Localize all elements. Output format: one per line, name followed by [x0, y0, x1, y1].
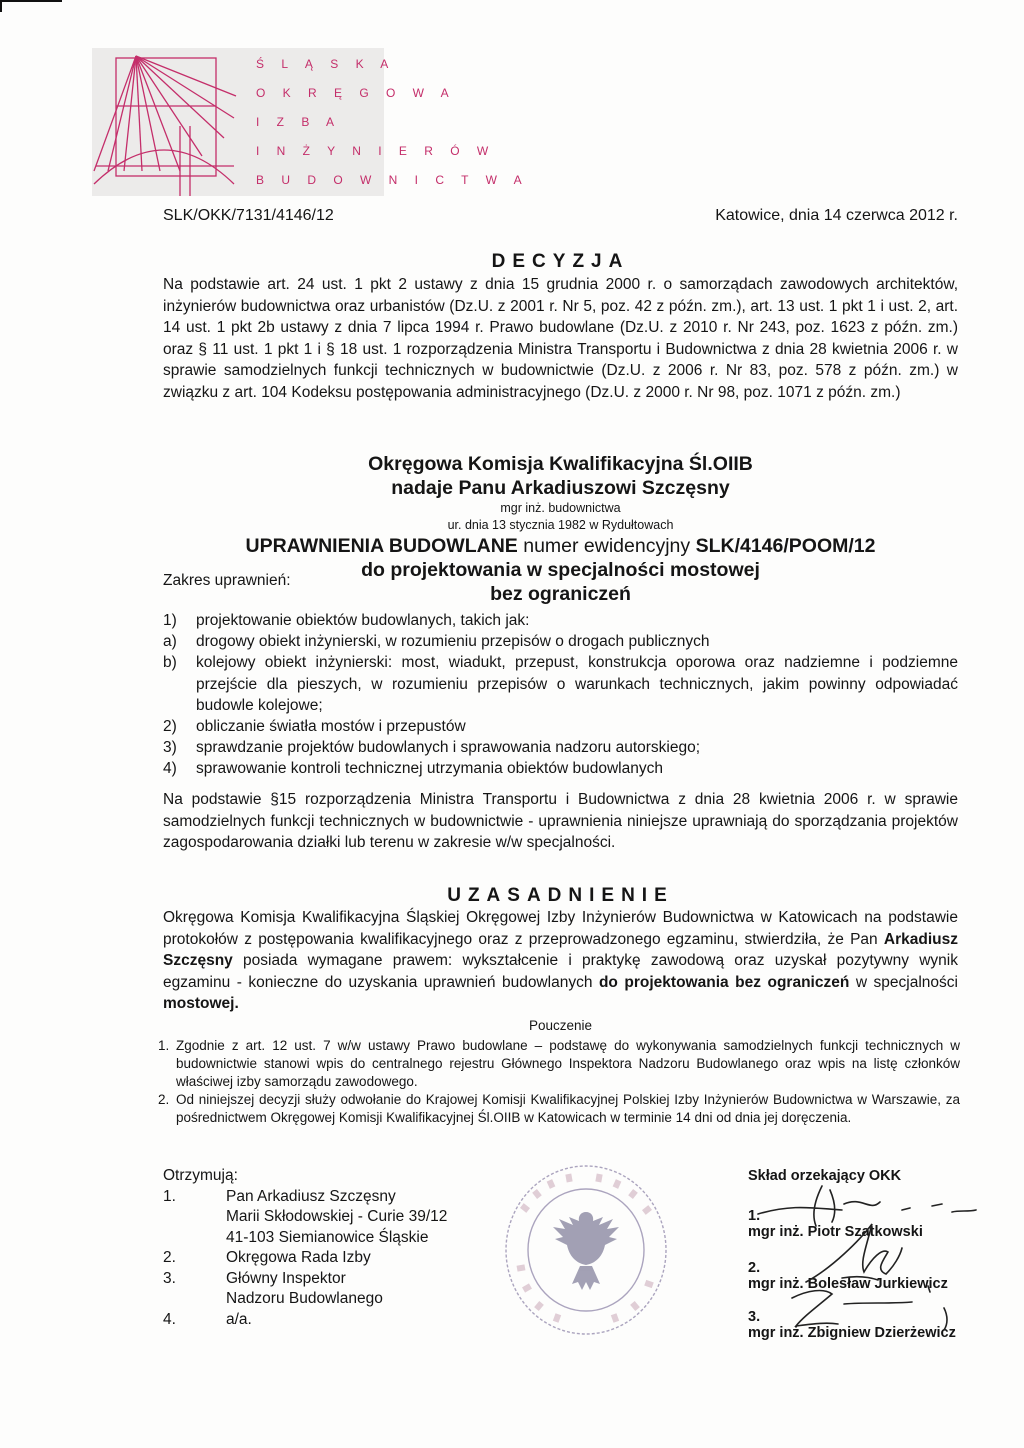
list-item — [163, 1248, 483, 1269]
justification-title: UZASADNIENIE — [447, 885, 674, 906]
recipient-text — [226, 1269, 383, 1310]
chamber-name-line: Ś L Ą S K A — [256, 57, 396, 71]
list-item — [163, 758, 958, 779]
recipients-title: Otrzymują: — [163, 1167, 238, 1184]
recipient-line: a/a. — [226, 1310, 252, 1328]
list-marker: b) — [163, 654, 177, 672]
recipients — [163, 1166, 483, 1330]
chamber-name — [256, 50, 529, 195]
list-marker: 1. — [158, 1038, 170, 1053]
list-item — [163, 1187, 483, 1249]
member-number: 2. — [748, 1260, 761, 1276]
chamber-name-line: I N Ż Y N I E R Ó W — [256, 144, 496, 158]
list-item — [163, 716, 958, 737]
recipient-line: Okręgowa Rada Izby — [226, 1249, 371, 1266]
recipient-text — [226, 1187, 447, 1249]
chamber-name-line: O K R Ę G O W A — [256, 86, 456, 100]
list-item — [163, 652, 958, 716]
adjudicating-panel — [748, 1168, 988, 1341]
body-text: posiada wymagane prawem: wykształcenie i praktykę zawodową oraz uzyskał pozytywny wynik egzaminu - konieczne do uzyskania uprawnień budowlanych — [163, 952, 958, 991]
list-text: Od niniejszej decyzji służy odwołanie do Krajowej Komisji Kwalifikacyjnej Polskiej Izby Inżynierów Budownictwa w Warszawie, za pośrednictwem Okręgowej Komisji Kwalifikacyjnej Śl.OIIB w Katowicach w terminie 14 dni od dnia jej doręczenia. — [176, 1092, 960, 1125]
place-and-date: Katowice, dnia 14 czerwca 2012 r. — [715, 207, 958, 224]
permit-number: SLK/4146/POOM/12 — [695, 535, 876, 557]
list-marker: 3) — [163, 739, 177, 757]
emphasis-text: mostowej. — [163, 995, 239, 1012]
member-number: 3. — [748, 1309, 761, 1325]
list-item — [158, 1037, 960, 1091]
scope-list — [163, 610, 958, 780]
emphasis-text: Arkadiusz Szczęsny — [163, 930, 958, 969]
list-marker: 3. — [163, 1269, 176, 1287]
recipient-line: Pan Arkadiusz Szczęsny — [226, 1187, 396, 1205]
list-marker: 4. — [163, 1310, 176, 1328]
member-name: mgr inż. Zbigniew Dzierżewicz — [748, 1325, 956, 1341]
list-text: sprawowanie kontroli technicznej utrzymania obiektów budowlanych — [196, 760, 663, 778]
list-text: projektowanie obiektów budowlanych, takich jak: — [196, 612, 530, 629]
chamber-logo-icon — [84, 46, 244, 196]
list-item — [163, 610, 958, 631]
permit-number-label: numer ewidencyjny — [523, 535, 691, 557]
reference-number: SLK/OKK/7131/4146/12 — [163, 207, 334, 224]
instruction-title: Pouczenie — [528, 1018, 593, 1033]
signature-3-icon — [778, 1280, 988, 1336]
panel-title: Skład orzekający OKK — [748, 1168, 902, 1184]
member-name: mgr inż. Piotr Szatkowski — [748, 1224, 923, 1240]
list-item — [163, 1269, 483, 1310]
list-marker: 2. — [163, 1249, 176, 1266]
list-marker: 4) — [163, 760, 177, 778]
par15-paragraph: Na podstawie §15 rozporządzenia Ministra Transportu i Budownictwa z dnia 28 kwietnia 2006 r. w sprawie samodzielnych funkcji technicznych w budownictwie - uprawnienia niniejsze uprawniają do sporządzania projektów zagospodarowania działki lub terenu w zakresie w/w specjalności. — [163, 791, 958, 851]
permit-limit: bez ograniczeń — [490, 583, 631, 605]
grantee-line: nadaje Panu Arkadiuszowi Szczęsny — [391, 477, 730, 499]
official-seal-icon — [500, 1160, 672, 1340]
list-text: sprawdzanie projektów budowlanych i sprawowania nadzoru autorskiego; — [196, 739, 701, 757]
list-text: Zgodnie z art. 12 ust. 7 w/w ustawy Prawo budowlane – podstawę do wykonywania samodzielnych funkcji technicznych w budownictwie stanowi wpis do centralnego rejestru Głównego Inspektora Nadzoru Budowlanego oraz wpis na listę członków właściwej izby samorządu zawodowego. — [176, 1038, 960, 1089]
grantee-birth: ur. dnia 13 stycznia 1982 w Rydułtowach — [447, 518, 674, 532]
committee-name: Okręgowa Komisja Kwalifikacyjna Śl.OIIB — [368, 453, 753, 475]
recipient-line: 41-103 Siemianowice Śląskie — [226, 1228, 429, 1246]
chamber-name-line: B U D O W N I C T W A — [256, 173, 529, 187]
list-item — [163, 737, 958, 758]
body-text: w specjalności — [849, 973, 958, 991]
justification-paragraph — [163, 907, 958, 1015]
chamber-name-line: I Z B A — [256, 115, 342, 129]
list-marker: 1) — [163, 612, 177, 629]
list-text: obliczanie światła mostów i przepustów — [196, 718, 466, 736]
instruction-list — [158, 1037, 960, 1127]
scope-label: Zakres uprawnień: — [163, 572, 291, 589]
body-text: Okręgowa Komisja Kwalifikacyjna Śląskiej Okręgowej Izby Inżynierów Budownictwa w Katowicach na podstawie protokołów z postępowania kwalifikacyjnego oraz z przeprowadzonego egzaminu, stwierdziła, że Pan — [163, 909, 958, 948]
permit-number-line — [163, 534, 958, 558]
decision-title: DECYZJA — [491, 251, 630, 272]
list-marker: 2. — [158, 1092, 170, 1107]
recipient-line: Marii Skłodowskiej - Curie 39/12 — [226, 1208, 448, 1225]
recipient-line: Główny Inspektor — [226, 1269, 346, 1287]
grantee-degree: mgr inż. budownictwa — [500, 501, 621, 515]
member-number: 1. — [748, 1208, 761, 1224]
member-name: mgr inż. Bolesław Jurkiewicz — [748, 1276, 948, 1292]
recipient-line: Nadzoru Budowlanego — [226, 1290, 383, 1307]
list-text: kolejowy obiekt inżynierski: most, wiadukt, przepust, konstrukcja oporowa oraz nadziemne i podziemne przejście dla pieszych, w rozumieniu przepisów o warunkach technicznych, jakim powinny odpowiadać budowle kolejowe; — [196, 654, 958, 714]
list-item — [163, 631, 958, 652]
list-text: drogowy obiekt inżynierski, w rozumieniu przepisów o drogach publicznych — [196, 633, 710, 651]
list-item — [158, 1091, 960, 1127]
list-marker: a) — [163, 633, 177, 651]
list-marker: 1. — [163, 1187, 176, 1205]
legal-basis-paragraph: Na podstawie art. 24 ust. 1 pkt 2 ustawy z dnia 15 grudnia 2000 r. o samorządach zawodowych architektów, inżynierów budownictwa oraz urbanistów (Dz.U. z 2001 r. Nr 5, poz. 42 z późn. zm.), art. 13 ust. 1 pkt 1 i ust. 2, art. 14 ust. 1 pkt 2b ustawy z dnia 7 lipca 1994 r. Prawo budowlane (Dz.U. z 2010 r. Nr 243, poz. 1623 z późn. zm.) oraz § 11 ust. 1 pkt 1 i § 18 ust. 1 rozporządzenia Ministra Transportu i Budownictwa z dnia 28 kwietnia 2006 r. w sprawie samodzielnych funkcji technicznych w budownictwie (Dz.U. z 2006 r. Nr 83, poz. 578 z późn. zm.) w związku z art. 104 Kodeksu postępowania administracyjnego (Dz.U. z 2000 r. Nr 98, poz. 1071 z późn. zm.) — [163, 276, 958, 401]
permit-heading: UPRAWNIENIA BUDOWLANE — [245, 535, 518, 557]
scan-edge — [0, 0, 62, 12]
permit-specialty: do projektowania w specjalności mostowej — [361, 559, 760, 581]
emphasis-text: do projektowania bez ograniczeń — [598, 973, 850, 991]
list-item — [163, 1310, 483, 1331]
list-marker: 2) — [163, 718, 177, 736]
